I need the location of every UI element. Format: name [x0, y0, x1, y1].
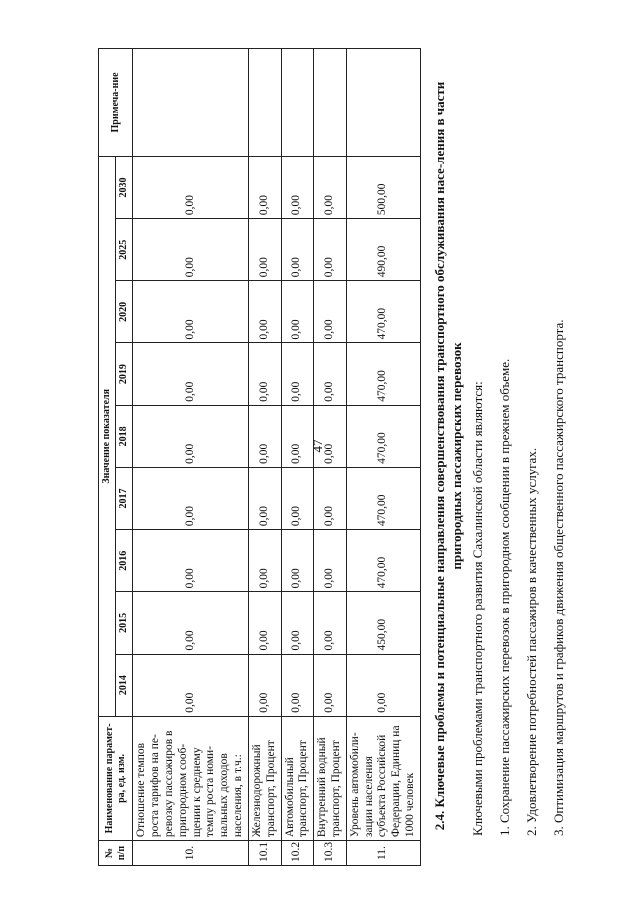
row-value: 0,00 [314, 156, 347, 218]
row-number: 10.1 [249, 841, 282, 866]
row-name: Автомобильный транспорт, Процент [281, 716, 314, 840]
row-number: 10.2 [281, 841, 314, 866]
row-name: Отношение темпов роста тарифов на пе-ревозку пассажиров в пригородном сооб-щении к среднему темпу роста номи-нальных доходов населения, в т.ч.: [133, 716, 249, 840]
row-value: 500,00 [346, 156, 420, 218]
row-value: 490,00 [346, 219, 420, 281]
row-value: 0,00 [281, 592, 314, 654]
row-value: 0,00 [133, 467, 249, 529]
row-value: 0,00 [281, 156, 314, 218]
row-number: 10.3 [314, 841, 347, 866]
section-intro: Ключевыми проблемами транспортного развития Сахалинской области являются: [469, 381, 485, 836]
row-value: 450,00 [346, 592, 420, 654]
row-value: 0,00 [281, 530, 314, 592]
row-number: 11. [346, 841, 420, 866]
row-value: 0,00 [281, 219, 314, 281]
row-value: 0,00 [133, 219, 249, 281]
table-row [314, 49, 347, 866]
row-value: 0,00 [281, 343, 314, 405]
row-value: 0,00 [133, 530, 249, 592]
row-value: 0,00 [133, 592, 249, 654]
row-value: 0,00 [281, 405, 314, 467]
table-row [281, 49, 314, 866]
row-value: 0,00 [314, 467, 347, 529]
row-value: 0,00 [314, 530, 347, 592]
row-value: 0,00 [314, 405, 347, 467]
header-year: 2017 [116, 467, 133, 529]
row-note [314, 49, 347, 157]
header-year: 2018 [116, 405, 133, 467]
list-item: 2. Удовлетворение потребностей пассажиров в качественных услугах. [523, 447, 539, 836]
page-number: 47 [310, 439, 325, 453]
row-value: 0,00 [133, 281, 249, 343]
row-value: 0,00 [249, 405, 282, 467]
header-group: Значение показателя [99, 156, 116, 716]
row-value: 470,00 [346, 405, 420, 467]
row-value: 0,00 [281, 281, 314, 343]
row-value: 470,00 [346, 281, 420, 343]
row-value: 0,00 [133, 343, 249, 405]
row-name: Уровень автомобили-зации населения субъекта Российской Федерации, Единиц на 1000 человек [346, 716, 420, 840]
row-note [281, 49, 314, 157]
rotated-page-content [98, 46, 640, 866]
section-heading: 2.4. Ключевые проблемы и потенциальные направления совершенствования транспортного обслуживания насе-ления в части пригородных пассажирских перевозок [431, 81, 465, 831]
list-item: 3. Оптимизация маршрутов и графиков движения общественного пассажирского транспорта. [550, 319, 566, 836]
table-header-row [99, 49, 116, 866]
row-name: Внутренний водный транспорт, Процент [314, 716, 347, 840]
table-row [249, 49, 282, 866]
row-value: 0,00 [314, 219, 347, 281]
header-year: 2014 [116, 654, 133, 716]
row-value: 0,00 [314, 592, 347, 654]
header-year: 2025 [116, 219, 133, 281]
row-value: 0,00 [249, 467, 282, 529]
row-value: 0,00 [249, 654, 282, 716]
indicator-table [98, 48, 421, 866]
row-value: 0,00 [281, 467, 314, 529]
row-value: 0,00 [249, 156, 282, 218]
row-value: 0,00 [314, 654, 347, 716]
header-num: № п/п [99, 841, 133, 866]
header-note: Примеча-ние [99, 49, 133, 157]
row-note [346, 49, 420, 157]
row-value: 0,00 [346, 654, 420, 716]
row-value: 0,00 [249, 530, 282, 592]
header-year: 2015 [116, 592, 133, 654]
header-name: Наименование парамет-ра, ед. изм. [99, 716, 133, 840]
row-value: 470,00 [346, 467, 420, 529]
table-row [133, 49, 249, 866]
row-value: 0,00 [249, 219, 282, 281]
row-value: 0,00 [133, 156, 249, 218]
row-value: 0,00 [133, 405, 249, 467]
row-name: Железнодорожный транспорт, Процент [249, 716, 282, 840]
row-note [133, 49, 249, 157]
row-value: 0,00 [314, 281, 347, 343]
row-value: 470,00 [346, 343, 420, 405]
list-item: 1. Сохранение пассажирских перевозок в пригородном сообщении в прежнем объеме. [496, 358, 512, 836]
row-value: 470,00 [346, 530, 420, 592]
row-note [249, 49, 282, 157]
header-year: 2016 [116, 530, 133, 592]
row-value: 0,00 [249, 281, 282, 343]
table-row [346, 49, 420, 866]
row-number: 10. [133, 841, 249, 866]
row-value: 0,00 [249, 343, 282, 405]
header-year: 2019 [116, 343, 133, 405]
row-value: 0,00 [249, 592, 282, 654]
header-year: 2030 [116, 156, 133, 218]
row-value: 0,00 [133, 654, 249, 716]
header-year: 2020 [116, 281, 133, 343]
row-value: 0,00 [314, 343, 347, 405]
row-value: 0,00 [281, 654, 314, 716]
